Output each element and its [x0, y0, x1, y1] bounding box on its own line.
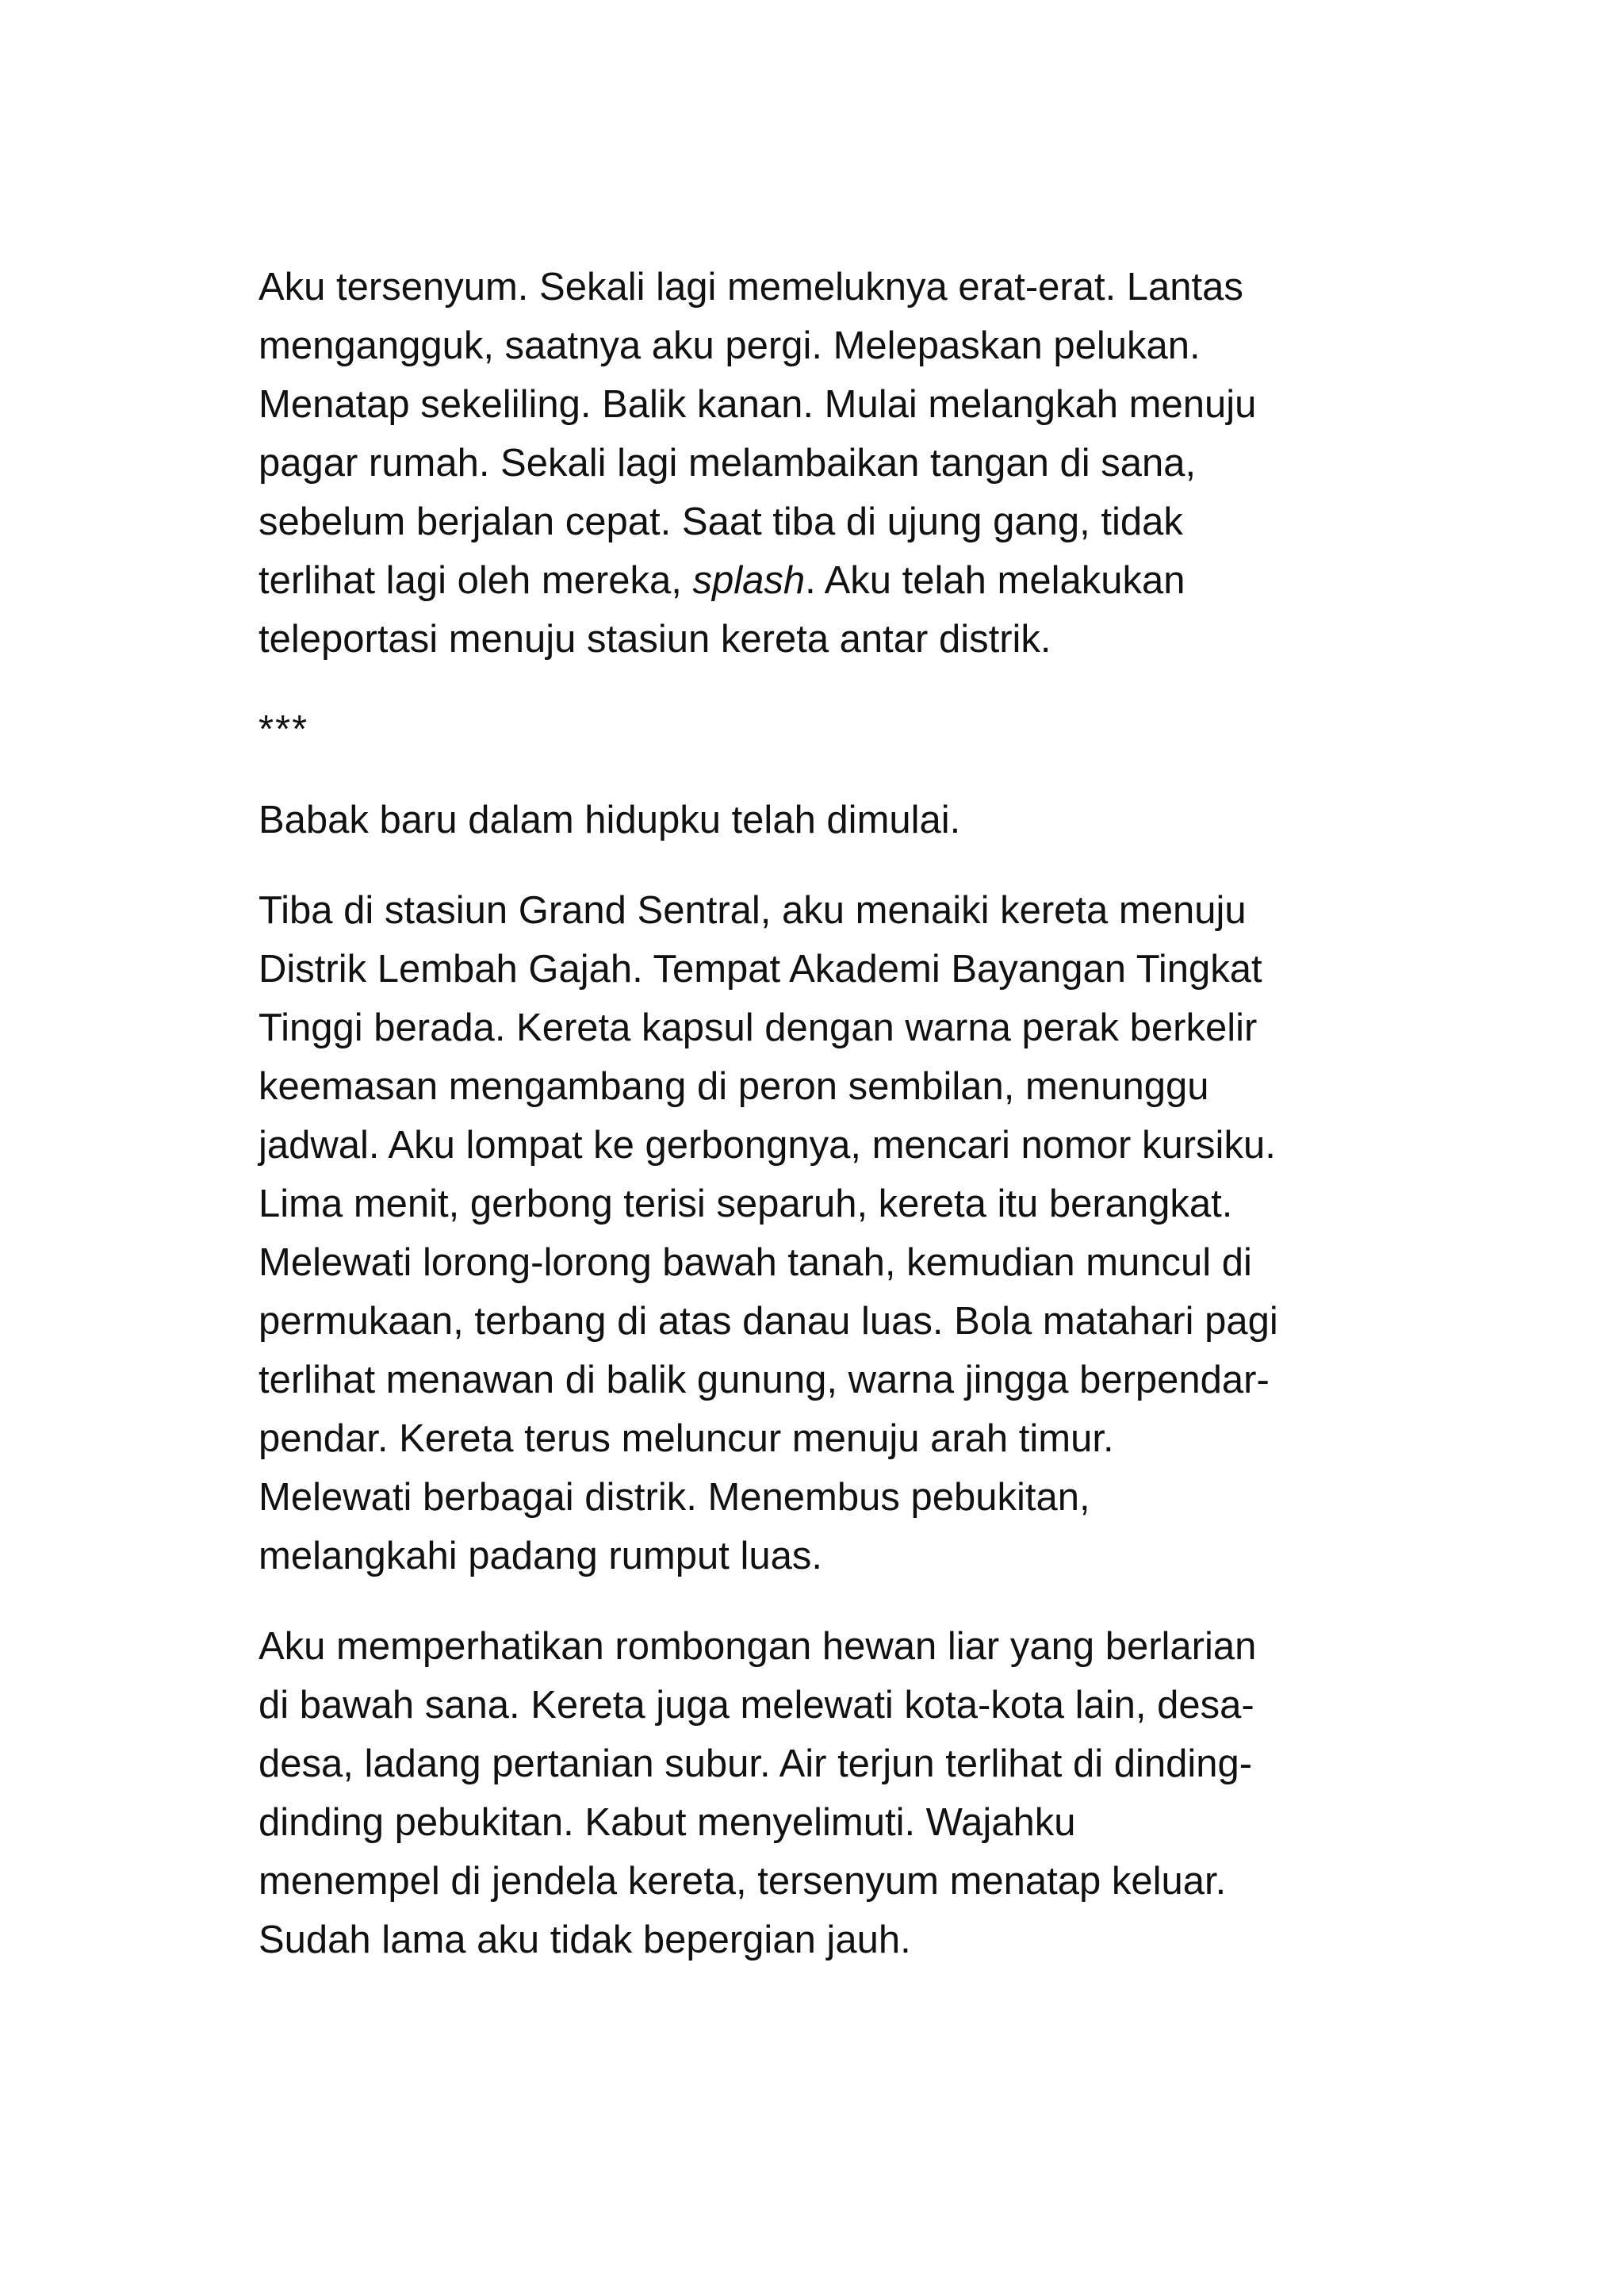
- text-line: Tinggi berada. Kereta kapsul dengan warna perak berkelir: [259, 1006, 1258, 1049]
- text-line: Distrik Lembah Gajah. Tempat Akademi Bayangan Tingkat: [259, 948, 1262, 991]
- text-line: melangkahi padang rumput luas.: [259, 1535, 822, 1577]
- text-line: [259, 551, 1385, 610]
- paragraph-1: [259, 258, 1385, 669]
- text-line: jadwal. Aku lompat ke gerbongnya, mencari nomor kursiku.: [259, 1124, 1276, 1167]
- separator-asterisks: ***: [259, 708, 309, 751]
- text-line: Aku tersenyum. Sekali lagi memeluknya erat-erat. Lantas: [259, 266, 1243, 309]
- text-line: teleportasi menuju stasiun kereta antar distrik.: [259, 618, 1051, 661]
- text-line: permukaan, terbang di atas danau luas. Bola matahari pagi: [259, 1300, 1278, 1343]
- text-line: Melewati lorong-lorong bawah tanah, kemudian muncul di: [259, 1241, 1252, 1284]
- text-line: Lima menit, gerbong terisi separuh, kereta itu berangkat.: [259, 1182, 1233, 1225]
- text-line: Melewati berbagai distrik. Menembus pebukitan,: [259, 1476, 1090, 1519]
- text-line: keemasan mengambang di peron sembilan, menunggu: [259, 1065, 1209, 1108]
- text-line: terlihat menawan di balik gunung, warna jingga berpendar-: [259, 1359, 1270, 1401]
- text-line: pagar rumah. Sekali lagi melambaikan tangan di sana,: [259, 442, 1197, 485]
- text-line: menempel di jendela kereta, tersenyum menatap keluar.: [259, 1860, 1227, 1903]
- paragraph-3: [259, 881, 1385, 1585]
- text-line: Tiba di stasiun Grand Sentral, aku menaiki kereta menuju: [259, 889, 1247, 932]
- text-line: sebelum berjalan cepat. Saat tiba di ujung gang, tidak: [259, 500, 1183, 543]
- paragraph-4: [259, 1617, 1385, 1969]
- scene-separator: [259, 700, 1385, 759]
- story-text: [259, 258, 1385, 2001]
- text-line: pendar. Kereta terus meluncur menuju arah timur.: [259, 1417, 1114, 1460]
- text-segment: terlihat lagi oleh mereka,: [259, 559, 693, 602]
- text-line: dinding pebukitan. Kabut menyelimuti. Wajahku: [259, 1801, 1076, 1844]
- text-line: Aku memperhatikan rombongan hewan liar yang berlarian: [259, 1625, 1257, 1668]
- text-line: desa, ladang pertanian subur. Air terjun terlihat di dinding-: [259, 1742, 1253, 1785]
- italic-word: splash: [692, 559, 806, 602]
- text-line: Menatap sekeliling. Balik kanan. Mulai melangkah menuju: [259, 383, 1257, 426]
- text-segment: . Aku telah melakukan: [805, 559, 1185, 602]
- text-line: Sudah lama aku tidak bepergian jauh.: [259, 1918, 911, 1961]
- text-line: mengangguk, saatnya aku pergi. Melepaskan pelukan.: [259, 324, 1201, 367]
- text-line: Babak baru dalam hidupku telah dimulai.: [259, 799, 961, 841]
- paragraph-2: [259, 791, 1385, 849]
- text-line: di bawah sana. Kereta juga melewati kota-kota lain, desa-: [259, 1684, 1254, 1727]
